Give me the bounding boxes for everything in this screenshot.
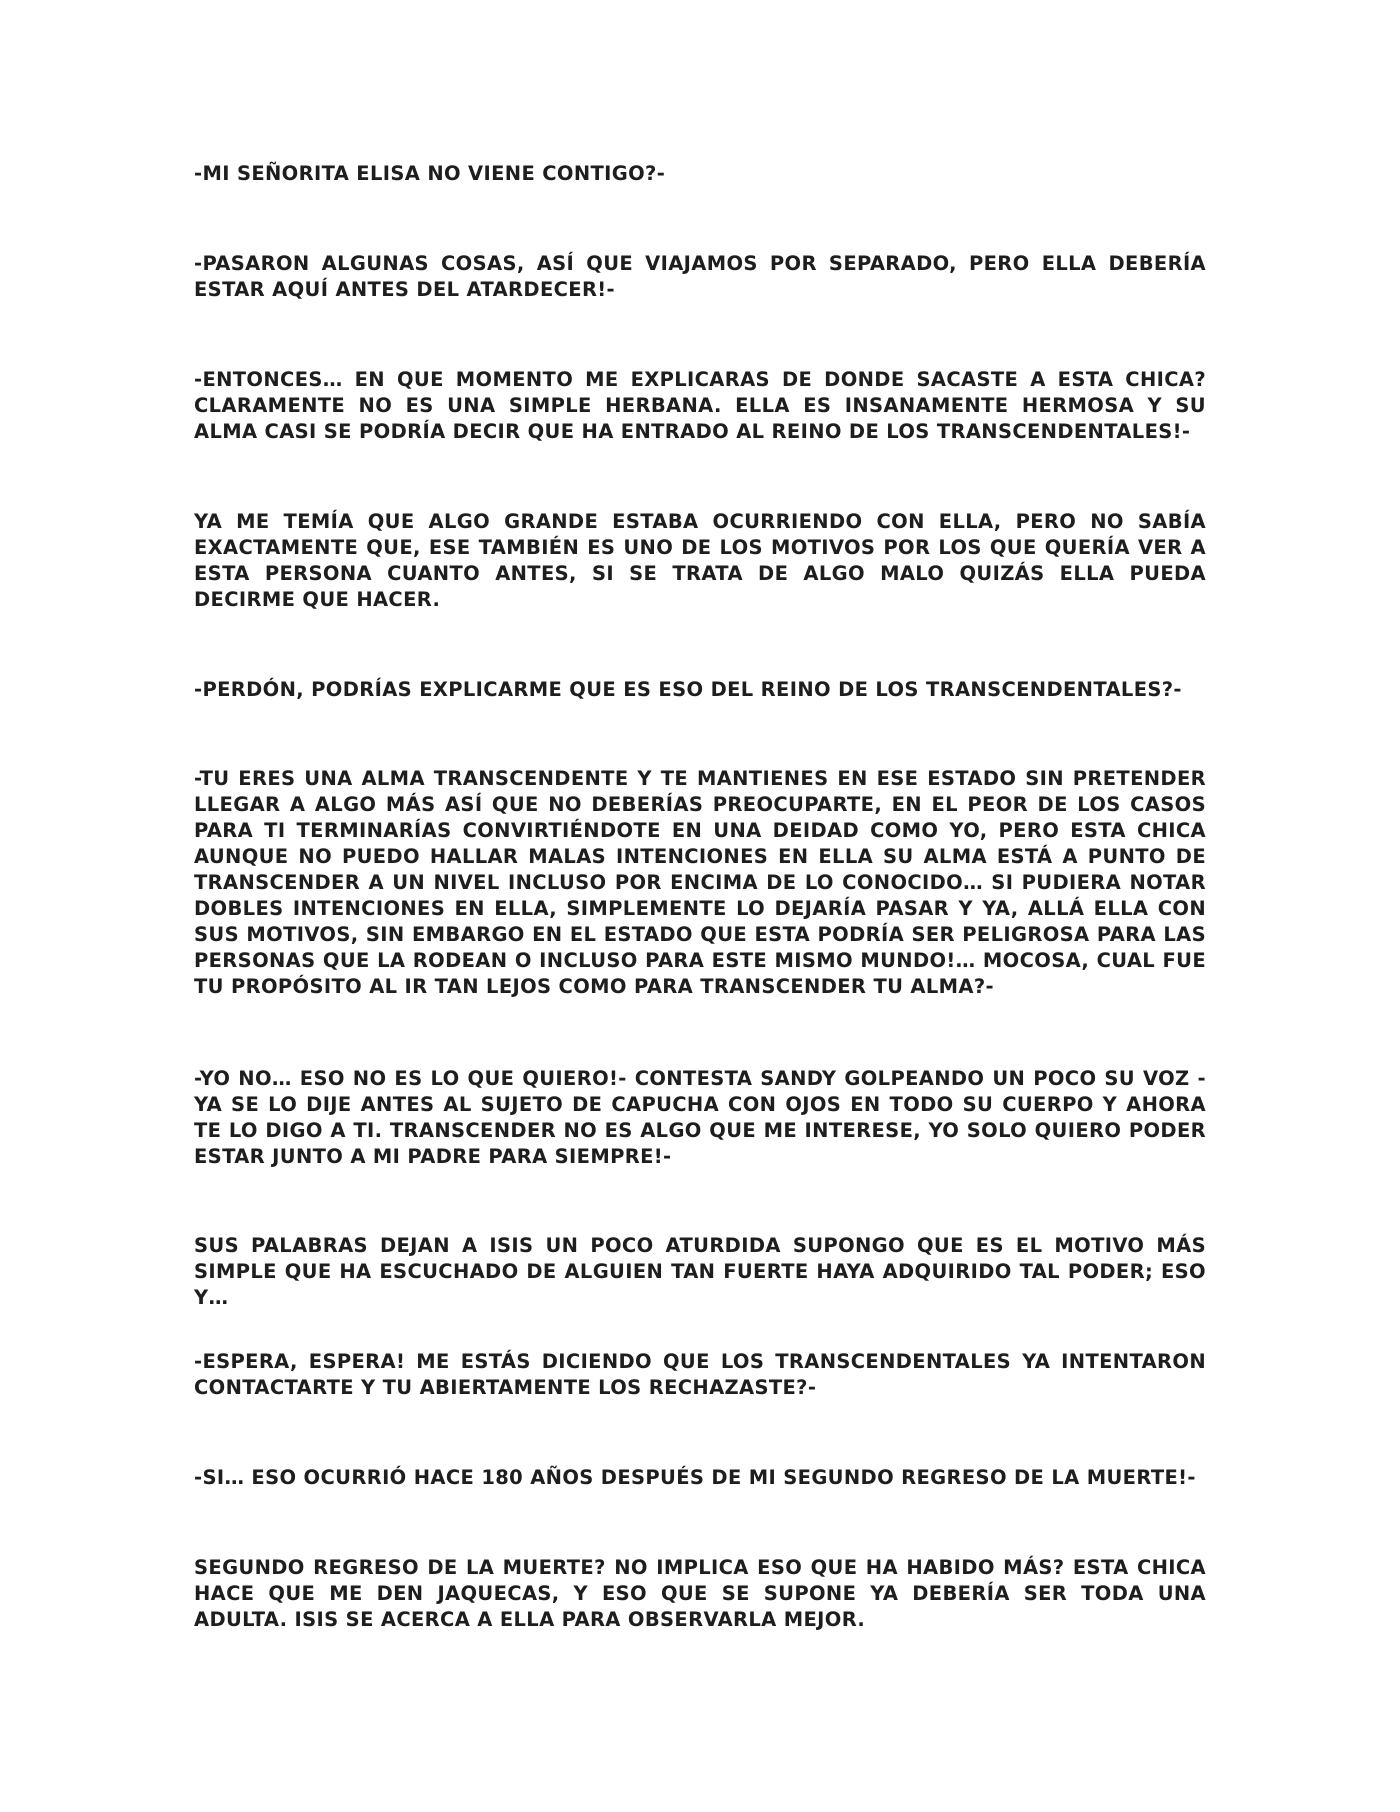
paragraph-8: SUS PALABRAS DEJAN A ISIS UN POCO ATURDIDA SUPONGO QUE ES EL MOTIVO MÁS SIMPLE QUE HA ESCUCHADO DE ALGUIEN TAN FUERTE HAYA ADQUIRIDO TAL PODER; ESO Y… <box>194 1234 1206 1309</box>
paragraph-6: -TU ERES UNA ALMA TRANSCENDENTE Y TE MANTIENES EN ESE ESTADO SIN PRETENDER LLEGAR A ALGO MÁS ASÍ QUE NO DEBERÍAS PREOCUPARTE, EN EL PEOR DE LOS CASOS PARA TI TERMINARÍAS CONVIRTIÉNDOTE EN UNA DEIDAD COMO YO, PERO ESTA CHICA AUNQUE NO PUEDO HALLAR MALAS INTENCIONES EN ELLA SU ALMA ESTÁ A PUNTO DE TRANSCENDER A UN NIVEL INCLUSO POR ENCIMA DE LO CONOCIDO… SI PUDIERA NOTAR DOBLES INTENCIONES EN ELLA, SIMPLEMENTE LO DEJARÍA PASAR Y YA, ALLÁ ELLA CON SUS MOTIVOS, SIN EMBARGO EN EL ESTADO QUE ESTA PODRÍA SER PELIGROSA PARA LAS PERSONAS QUE LA RODEAN O INCLUSO PARA ESTE MISMO MUNDO!… MOCOSA, CUAL FUE TU PROPÓSITO AL IR TAN LEJOS COMO PARA TRANSCENDER TU ALMA?- <box>194 767 1206 998</box>
paragraph-2: -PASARON ALGUNAS COSAS, ASÍ QUE VIAJAMOS POR SEPARADO, PERO ELLA DEBERÍA ESTAR AQUÍ ANTES DEL ATARDECER!- <box>194 252 1206 301</box>
paragraph-10: -SI… ESO OCURRIÓ HACE 180 AÑOS DESPUÉS DE MI SEGUNDO REGRESO DE LA MUERTE!- <box>194 1466 1196 1489</box>
paragraph-1: -MI SEÑORITA ELISA NO VIENE CONTIGO?- <box>194 162 666 185</box>
paragraph-11: SEGUNDO REGRESO DE LA MUERTE? NO IMPLICA ESO QUE HA HABIDO MÁS? ESTA CHICA HACE QUE ME DEN JAQUECAS, Y ESO QUE SE SUPONE YA DEBERÍA SER TODA UNA ADULTA. ISIS SE ACERCA A ELLA PARA OBSERVARLA MEJOR. <box>194 1556 1206 1631</box>
paragraph-4: YA ME TEMÍA QUE ALGO GRANDE ESTABA OCURRIENDO CON ELLA, PERO NO SABÍA EXACTAMENTE QUE, ESE TAMBIÉN ES UNO DE LOS MOTIVOS POR LOS QUE QUERÍA VER A ESTA PERSONA CUANTO ANTES, SI SE TRATA DE ALGO MALO QUIZÁS ELLA PUEDA DECIRME QUE HACER. <box>194 510 1206 611</box>
paragraph-9: -ESPERA, ESPERA! ME ESTÁS DICIENDO QUE LOS TRANSCENDENTALES YA INTENTARON CONTACTARTE Y TU ABIERTAMENTE LOS RECHAZASTE?- <box>194 1350 1206 1399</box>
paragraph-7: -YO NO… ESO NO ES LO QUE QUIERO!- CONTESTA SANDY GOLPEANDO UN POCO SU VOZ - YA SE LO DIJE ANTES AL SUJETO DE CAPUCHA CON OJOS EN TODO SU CUERPO Y AHORA TE LO DIGO A TI. TRANSCENDER NO ES ALGO QUE ME INTERESE, YO SOLO QUIERO PODER ESTAR JUNTO A MI PADRE PARA SIEMPRE!- <box>194 1067 1206 1168</box>
paragraph-3: -ENTONCES… EN QUE MOMENTO ME EXPLICARAS DE DONDE SACASTE A ESTA CHICA? CLARAMENTE NO ES UNA SIMPLE HERBANA. ELLA ES INSANAMENTE HERMOSA Y SU ALMA CASI SE PODRÍA DECIR QUE HA ENTRADO AL REINO DE LOS TRANSCENDENTALES!- <box>194 368 1206 443</box>
paragraph-5: -PERDÓN, PODRÍAS EXPLICARME QUE ES ESO DEL REINO DE LOS TRANSCENDENTALES?- <box>194 678 1182 701</box>
